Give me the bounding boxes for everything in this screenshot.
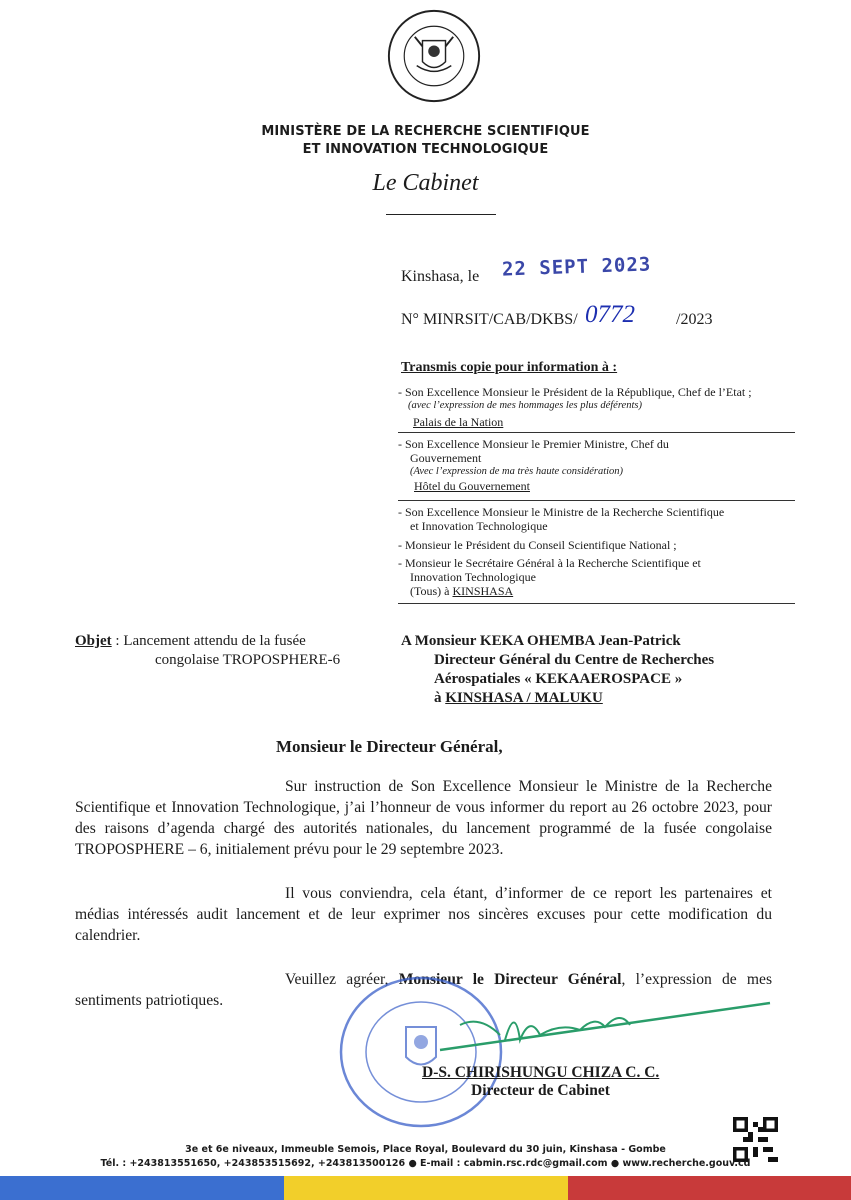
distribution-line: Gouvernement xyxy=(410,451,482,465)
distribution-item xyxy=(398,505,818,533)
distribution-item xyxy=(398,556,818,598)
distribution-item xyxy=(398,538,818,552)
date-stamp: 22 SEPT 2023 xyxy=(501,253,652,281)
distribution-divider xyxy=(398,603,795,604)
handwritten-signature xyxy=(420,995,780,1065)
cabinet-heading: Le Cabinet xyxy=(372,170,479,196)
flag-band-blue xyxy=(0,1176,284,1200)
distribution-place: Hôtel du Gouvernement xyxy=(414,479,530,493)
distribution-tail xyxy=(398,584,818,598)
subject-block xyxy=(75,632,340,670)
ministry-name-line2: ET INNOVATION TECHNOLOGIQUE xyxy=(302,142,549,157)
distribution-heading: Transmis copie pour information à : xyxy=(401,360,618,375)
distribution-note: (Avec l’expression de ma très haute considération) xyxy=(410,466,624,477)
subject-line2: congolaise TROPOSPHERE-6 xyxy=(155,652,341,668)
salutation: Monsieur le Directeur Général, xyxy=(276,737,503,756)
reference-suffix: /2023 xyxy=(676,311,713,328)
subject-label: Objet xyxy=(75,633,112,649)
coat-of-arms-seal xyxy=(386,8,482,104)
reference-handwritten-number: 0772 xyxy=(585,301,635,328)
addressee-line1: A Monsieur KEKA OHEMBA Jean-Patrick xyxy=(401,633,681,649)
distribution-line: - Son Excellence Monsieur le Président de la République, Chef de l’Etat ; xyxy=(398,385,752,399)
cabinet-divider xyxy=(386,214,496,215)
footer-address: 3e et 6e niveaux, Immeuble Semois, Place Royal, Boulevard du 30 juin, Kinshasa - Gombe xyxy=(185,1144,666,1155)
body-paragraph-2: Il vous conviendra, cela étant, d’informer de ce report les partenaires et médias intéressés audit lancement et de leur exprimer nos sincères excuses pour cette modification du calendrier. xyxy=(75,885,772,944)
addressee-line3: Aérospatiales « KEKAAEROSPACE » xyxy=(434,671,683,687)
distribution-item xyxy=(398,437,818,493)
body-paragraph-1: Sur instruction de Son Excellence Monsieur le Ministre de la Recherche Scientifique et Innovation Technologique, j’ai l’honneur de vous informer du report au 26 octobre 2023, pour des raisons d’agenda chargé des autorités nationales, du lancement programmé de la fusée congolaise TROPOSPHERE – 6, initialement prévu pour le 29 septembre 2023. xyxy=(75,778,772,858)
closing-prefix: Veuillez agréer, xyxy=(285,971,399,988)
ministry-name-line1: MINISTÈRE DE LA RECHERCHE SCIENTIFIQUE xyxy=(261,124,590,139)
reference-prefix: N° MINRSIT/CAB/DKBS/ xyxy=(401,311,578,328)
closing-addressee: Monsieur le Directeur Général xyxy=(398,971,622,988)
distribution-line: - Monsieur le Président du Conseil Scientifique National ; xyxy=(398,538,677,552)
addressee-line2: Directeur Général du Centre de Recherches xyxy=(434,652,715,668)
dateline-place: Kinshasa, le xyxy=(401,268,480,285)
reference-number xyxy=(401,311,578,329)
distribution-line: - Monsieur le Secrétaire Général à la Recherche Scientifique et xyxy=(398,556,701,570)
addressee-block xyxy=(401,632,714,708)
subject-text: Lancement attendu de la fusée xyxy=(123,633,306,649)
distribution-divider xyxy=(398,500,795,501)
distribution-tail-place: KINSHASA xyxy=(452,584,514,598)
signatory-title: Directeur de Cabinet xyxy=(471,1082,610,1099)
distribution-place: Palais de la Nation xyxy=(413,415,504,429)
distribution-tail-prefix: (Tous) à xyxy=(410,584,453,598)
distribution-note: (avec l’expression de mes hommages les plus déférents) xyxy=(408,400,642,411)
addressee-line4 xyxy=(401,689,714,708)
distribution-line: - Son Excellence Monsieur le Premier Ministre, Chef du xyxy=(398,437,669,451)
distribution-line: - Son Excellence Monsieur le Ministre de la Recherche Scientifique xyxy=(398,505,725,519)
distribution-divider xyxy=(398,432,795,433)
flag-band-red xyxy=(568,1176,851,1200)
addressee-line4-prefix: à xyxy=(434,690,446,706)
qr-code xyxy=(733,1117,778,1162)
addressee-place: KINSHASA / MALUKU xyxy=(445,690,603,706)
closing-suffix: , l’expression de mes sentiments patriotiques. xyxy=(75,971,773,1009)
distribution-line: et Innovation Technologique xyxy=(410,519,548,533)
signatory-name: D-S. CHIRISHUNGU CHIZA C. C. xyxy=(422,1064,660,1081)
subject-line1 xyxy=(75,632,340,651)
distribution-item xyxy=(398,385,818,429)
subject-colon: : xyxy=(111,633,124,649)
footer-contact: Tél. : +243813551650, +243853515692, +243813500126 ● E-mail : cabmin.rsc.rdc@gmail.com ● www.recherche.gouv.cd xyxy=(100,1158,751,1169)
distribution-line: Innovation Technologique xyxy=(410,570,536,584)
flag-band-yellow xyxy=(284,1176,568,1200)
